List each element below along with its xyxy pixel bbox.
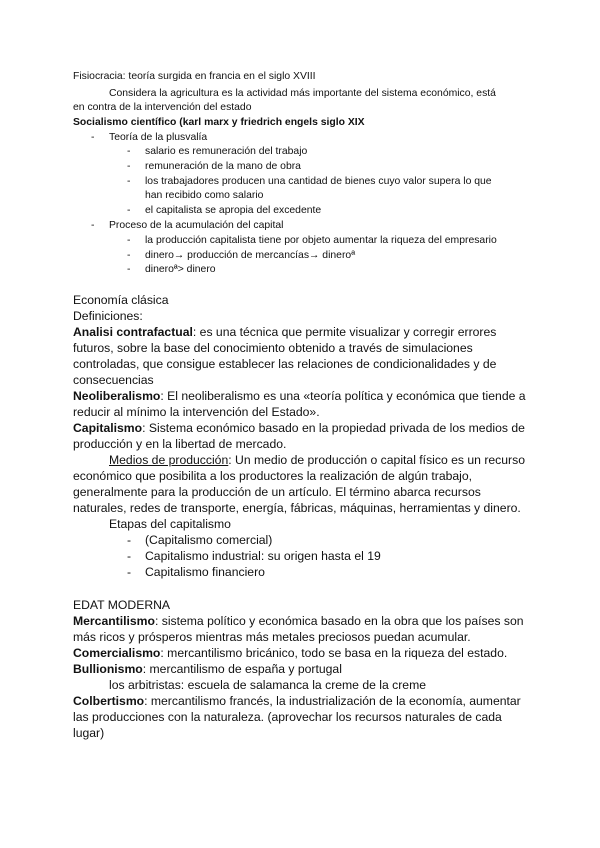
mercantilismo-line-2: más ricos y prósperos mientras más metales preciosos puedan acumular. xyxy=(73,630,471,644)
medios-line-2: económico que posibilita a los productores la realización de algún trabajo, xyxy=(73,469,473,483)
neoliberalismo-term: Neoliberalismo xyxy=(73,389,161,403)
mercantilismo-term: Mercantilismo xyxy=(73,614,155,628)
analisi-line-4: consecuencias xyxy=(73,373,154,387)
document-page: Fisiocracia: teoría surgida en francia en el siglo XVIII Considera la agricultura es la actividad más importante del sistema económico, está en contra de la intervención del estado Socialismo científico (karl marx y friedrich engels siglo XIX - Teoría de la plusvalía - salario es remuneración del trabajo - remuneración de la mano de obra - los trabajadores producen una cantidad de bienes cuyo valor supera lo que han recibido como salario - el capitalista se apropia del excedente - Proceso de la acumulación del capital - la producción capitalista tiene por objeto aumentar la riqueza del empresario - dinero→ producción de mercancías→ dineroª - dineroª> dinero Economía clásica Definiciones: Analisi contrafactual: es una técnica que permite visualizar y corregir errores futuros, sobre la base del conocimiento obtenido a través de simulaciones controladas, que consigue establecer las relaciones de condicionalidades y de consecuencias Neoliberalismo: El neoliberalismo es una «teoría política y económica que tiende a reducir al mínimo la intervención del Estado». Capitalismo: Sistema económico basado en la propiedad privada de los medios de producción y en la libertad de mercado. Medios de producción: Un medio de producción o capital físico es un recurso económico que posibilita a los productores la realización de algún trabajo, generalmente para la producción de un artículo. El término abarca recursos naturales, redes de transporte, energía, fábricas, máquinas, herramientas y dinero. Etapas del capitalismo - (Capitalismo comercial) - Capitalismo industrial: su origen hasta el 19 - Capitalismo financiero EDAT MODERNA Mercantilismo: sistema político y económica basado en la obra que los países son más ricos y prósperos mientras más metales preciosos puedan acumular. Comercialismo: mercantilismo bricánico, todo se basa en la riqueza del estado. Bullionismo: mercantilismo de españa y portugal los arbitristas: escuela de salamanca la creme de la creme Colbertismo: mercantilismo francés, la industrialización de la economía, aumentar las producciones con la naturaleza. (aprovechar los recursos naturales de cada lugar) xyxy=(73,71,526,740)
fisiocracia-desc-1: Considera la agricultura es la actividad más importante del sistema económico, está xyxy=(109,88,496,99)
medios-line-1: Medios de producción: Un medio de producción o capital físico es un recurso xyxy=(109,453,525,467)
bullet-dash: - xyxy=(127,549,132,563)
neoliberalismo-line-1: Neoliberalismo: El neoliberalismo es una «teoría política y económica que tiende a xyxy=(73,389,526,403)
analisi-line-3: controladas, que consigue establecer las relaciones de condicionalidades y de xyxy=(73,357,497,371)
bullet-dash: - xyxy=(127,146,131,157)
arbitristas-line: los arbitristas: escuela de salamanca la creme de la creme xyxy=(109,678,427,692)
bullet-dash: - xyxy=(127,205,131,216)
comercialismo-line: Comercialismo: mercantilismo bricánico, todo se basa en la riqueza del estado. xyxy=(73,646,508,660)
plusvalia-label: Teoría de la plusvalía xyxy=(109,132,208,143)
medios-line-4: naturales, redes de transporte, energía, fábricas, máquinas, herramientas y dinero. xyxy=(73,501,521,515)
capitalismo-line-1: Capitalismo: Sistema económico basado en la propiedad privada de los medios de xyxy=(73,421,525,435)
colbertismo-line-3: lugar) xyxy=(73,726,105,740)
fisiocracia-desc-2: en contra de la intervención del estado xyxy=(73,102,252,113)
bullet-dash: - xyxy=(127,176,131,187)
bullionismo-term: Bullionismo xyxy=(73,662,143,676)
medios-line-3: generalmente para la producción de un artículo. El término abarca recursos xyxy=(73,485,481,499)
capitalismo-line-2: producción y en la libertad de mercado. xyxy=(73,437,287,451)
mercantilismo-line-1: Mercantilismo: sistema político y económica basado en la obra que los países son xyxy=(73,614,524,628)
fisiocracia-title: Fisiocracia: teoría surgida en francia en el siglo XVIII xyxy=(73,71,316,82)
bullet-dash: - xyxy=(127,161,131,172)
bullet-dash: - xyxy=(127,235,131,246)
bullionismo-line: Bullionismo: mercantilismo de españa y portugal xyxy=(73,662,342,676)
colbertismo-line-2: las producciones con la naturaleza. (aprovechar los recursos naturales de cada xyxy=(73,710,502,724)
capitalismo-term: Capitalismo xyxy=(73,421,143,435)
analisi-term: Analisi contrafactual xyxy=(73,325,193,339)
colbertismo-term: Colbertismo xyxy=(73,694,145,708)
colbertismo-line-1: Colbertismo: mercantilismo francés, la industrialización de la economía, aumentar xyxy=(73,694,521,708)
bullet-dash: - xyxy=(91,132,95,143)
bullet-dash: - xyxy=(127,250,131,261)
bullet-dash: - xyxy=(127,565,132,579)
medios-term: Medios de producción xyxy=(109,453,229,467)
analisi-line-1: Analisi contrafactual: es una técnica que permite visualizar y corregir errores xyxy=(73,325,497,339)
analisi-line-2: futuros, sobre la base del conocimiento obtenido a través de simulaciones xyxy=(73,341,473,355)
economia-clasica-title: Economía clásica xyxy=(73,293,169,307)
etapas-label: Etapas del capitalismo xyxy=(109,517,231,531)
bullet-dash: - xyxy=(127,264,131,275)
bullet-dash: - xyxy=(91,220,95,231)
bullet-dash: - xyxy=(127,533,132,547)
socialismo-heading: Socialismo científico (karl marx y friedrich engels siglo XIX xyxy=(73,117,365,128)
definiciones-label: Definiciones: xyxy=(73,309,143,323)
edat-moderna-title: EDAT MODERNA xyxy=(73,598,171,612)
comercialismo-term: Comercialismo xyxy=(73,646,161,660)
acumulacion-label: Proceso de la acumulación del capital xyxy=(109,220,284,231)
neoliberalismo-line-2: reducir al mínimo la intervención del Estado». xyxy=(73,405,320,419)
